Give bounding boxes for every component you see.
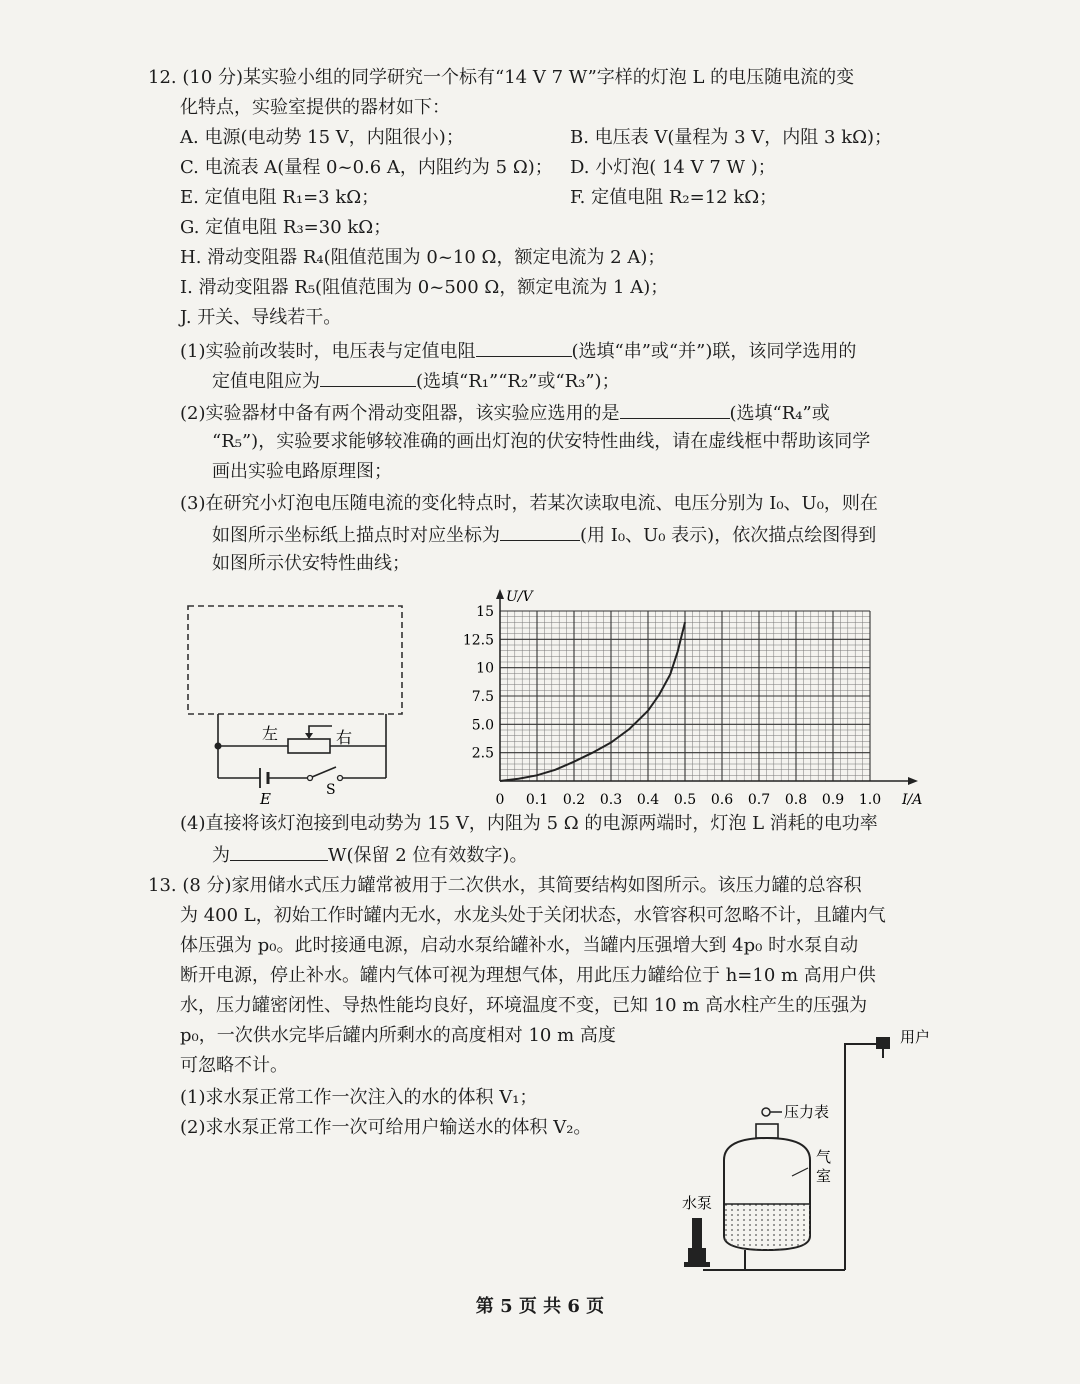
page-footer: 第 5 页 共 6 页: [475, 1296, 605, 1317]
label-gauge: 压力表: [784, 1103, 830, 1121]
q12-item-h: H. 滑动变阻器 R₄(阻值范围为 0~10 Ω，额定电流为 2 A)；: [180, 247, 666, 268]
label-air-1: 气: [816, 1148, 832, 1166]
gauge-icon: [762, 1108, 770, 1116]
answer-blank-5[interactable]: [230, 842, 328, 861]
answer-blank-1[interactable]: [476, 338, 572, 357]
q12-item-b: B. 电压表 V(量程为 3 V，内阻 3 kΩ)；: [570, 127, 893, 148]
x-tick-label: 0.1: [525, 792, 549, 808]
label-pump: 水泵: [682, 1194, 713, 1212]
q13-line6: p₀，一次供水完毕后罐内所剩水的高度相对 10 m 高度: [180, 1025, 616, 1046]
water: [724, 1204, 810, 1250]
q13-line2: 为 400 L，初始工作时罐内无水，水龙头处于关闭状态，水管容积可忽略不计，且罐内气: [180, 905, 886, 926]
label-user: 用户: [900, 1028, 931, 1046]
y-axis-label: U/V: [506, 589, 533, 605]
x-tick-label: 0.5: [673, 792, 697, 808]
y-tick-label: 2.5: [471, 745, 494, 762]
label-e: E: [260, 790, 271, 808]
y-tick-label: 5.0: [471, 717, 494, 734]
faucet: [876, 1037, 890, 1049]
iv-chart: [458, 580, 938, 815]
answer-box-dashed[interactable]: [188, 606, 402, 714]
q12-part2-line1: (2)实验器材中备有两个滑动变阻器，该实验应选用的是 (选填“R₄”或: [180, 400, 830, 426]
x-tick-label: 0.3: [599, 792, 623, 808]
q12-part2-line3: 画出实验电路原理图；: [212, 461, 392, 482]
q13-line1: 13. (8 分)家用储水式压力罐常被用于二次供水，其简要结构如图所示。该压力罐的总容积: [148, 875, 862, 896]
q13-line5: 水，压力罐密闭性、导热性能均良好，环境温度不变，已知 10 m 高水柱产生的压强为: [180, 995, 868, 1016]
rheostat-slider: [309, 726, 332, 738]
supply-pipe: [845, 1044, 880, 1270]
q12-part2-line2: “R₅”)，实验要求能够较准确的画出灯泡的伏安特性曲线，请在虚线框中帮助该同学: [212, 431, 871, 452]
answer-blank-3[interactable]: [620, 400, 730, 419]
q12-part4-line2: 为 W(保留 2 位有效数字)。: [212, 842, 527, 868]
x-tick-label: 0: [495, 792, 505, 808]
q12-part3-line1: (3)在研究小灯泡电压随电流的变化特点时，若某次读取电流、电压分别为 I₀、U₀，则在: [180, 493, 878, 514]
q12-head: 12. (10 分)某实验小组的同学研究一个标有“14 V 7 W”字样的灯泡 L 的电压随电流的变: [148, 67, 855, 88]
q12-item-e: E. 定值电阻 R₁=3 kΩ；: [180, 187, 380, 208]
q12-item-c: C. 电流表 A(量程 0~0.6 A，内阻约为 5 Ω)；: [180, 157, 553, 178]
label-air-2: 室: [816, 1167, 832, 1185]
q12-item-a: A. 电源(电动势 15 V，内阻很小)；: [180, 127, 464, 148]
q12-part3-line2: 如图所示坐标纸上描点时对应坐标为 (用 I₀、U₀ 表示)，依次描点绘图得到: [212, 522, 876, 548]
y-tick-label: 12.5: [462, 632, 494, 649]
x-tick-label: 0.7: [747, 792, 771, 808]
pump-icon: [692, 1218, 702, 1248]
rheostat: [288, 739, 330, 753]
circuit-diagram: [170, 596, 420, 816]
label-s: S: [326, 782, 336, 798]
q13-line7: 可忽略不计。: [180, 1055, 288, 1076]
x-tick-label: 0.4: [636, 792, 660, 808]
x-tick-label: 0.8: [784, 792, 808, 808]
switch: [312, 767, 336, 777]
label-right: 右: [336, 728, 353, 747]
q12-item-j: J. 开关、导线若干。: [180, 307, 342, 328]
y-tick-label: 15: [476, 604, 494, 620]
q12-part1-line1: (1)实验前改装时，电压表与定值电阻 (选填“串”或“并”)联，该同学选用的: [180, 338, 856, 364]
q12-item-g: G. 定值电阻 R₃=30 kΩ；: [180, 217, 392, 238]
q13-sub2: (2)求水泵正常工作一次可给用户输送水的体积 V₂。: [180, 1117, 592, 1138]
q12-item-i: I. 滑动变阻器 R₅(阻值范围为 0~500 Ω，额定电流为 1 A)；: [180, 277, 669, 298]
q13-line4: 断开电源，停止补水。罐内气体可视为理想气体，用此压力罐给位于 h=10 m 高用户供: [180, 965, 876, 986]
q12-head2: 化特点，实验室提供的器材如下：: [180, 97, 450, 118]
label-left: 左: [262, 724, 279, 743]
x-tick-label: 0.2: [562, 792, 586, 808]
q13-line3: 体压强为 p₀。此时接通电源，启动水泵给罐补水，当罐内压强增大到 4p₀ 时水泵自动: [180, 935, 859, 956]
x-tick-label: 0.6: [710, 792, 734, 808]
x-tick-label: 1.0: [858, 792, 882, 808]
y-axis-arrow: [496, 589, 504, 599]
x-tick-label: 0.9: [821, 792, 845, 808]
y-tick-label: 10: [476, 660, 494, 677]
x-axis-arrow: [908, 777, 918, 785]
q12-part3-line3: 如图所示伏安特性曲线；: [212, 553, 410, 574]
q12-item-f: F. 定值电阻 R₂=12 kΩ；: [570, 187, 778, 208]
x-axis-label: I/A: [902, 792, 923, 808]
q12-item-d: D. 小灯泡( 14 V 7 W )；: [570, 157, 776, 178]
answer-blank-4[interactable]: [500, 522, 580, 541]
answer-blank-2[interactable]: [320, 368, 416, 387]
y-tick-label: 7.5: [471, 689, 494, 705]
q13-sub1: (1)求水泵正常工作一次注入的水的体积 V₁；: [180, 1087, 538, 1108]
pressure-tank-diagram: [670, 1018, 950, 1290]
q12-part1-line2: 定值电阻应为 (选填“R₁”“R₂”或“R₃”)；: [212, 368, 620, 394]
q12-part4-line1: (4)直接将该灯泡接到电动势为 15 V，内阻为 5 Ω 的电源两端时，灯泡 L 消耗的电功率: [180, 813, 878, 834]
